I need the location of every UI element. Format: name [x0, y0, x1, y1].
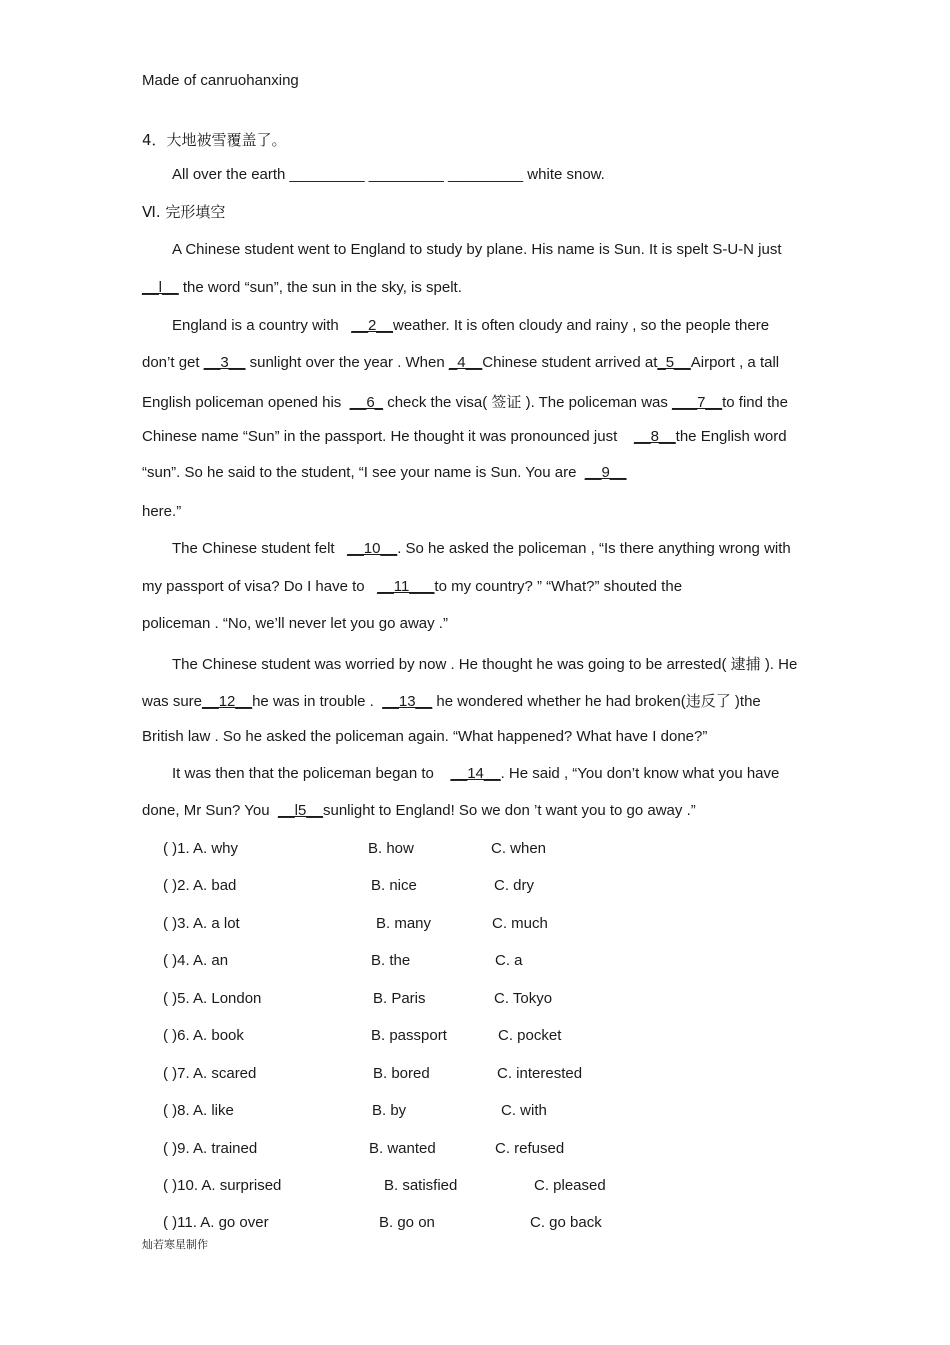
- option-row-8: ( )8. A. like B. by C. with: [163, 1102, 547, 1119]
- page-header: Made of canruohanxing: [142, 72, 299, 89]
- blank-12: __12__: [202, 693, 253, 710]
- passage-line: done, Mr Sun? You __l5__sunlight to England! So we don ’t want you to go away .”: [142, 802, 696, 819]
- passage-line: __l__ the word “sun”, the sun in the sky, is spelt.: [142, 279, 462, 296]
- option-row-1: ( )1. A. why B. how C. when: [163, 840, 547, 857]
- option-row-5: ( )5. A. London B. Paris C. Tokyo: [163, 990, 553, 1007]
- passage-line: don’t get __3__ sunlight over the year . When _4__Chinese student arrived at_5__Airport , a tall: [142, 354, 780, 371]
- blank-3: __3__: [203, 354, 246, 371]
- option-row-2: ( )2. A. bad B. nice C. dry: [163, 877, 535, 894]
- passage-line: The Chinese student was worried by now . He thought he was going to be arrested( 逮捕 ). He: [172, 656, 798, 673]
- blank-7: ___7__: [672, 394, 723, 411]
- option-row-10: ( )10. A. surprised B. satisfied C. pleased: [163, 1177, 606, 1194]
- blank-14: __14__: [450, 765, 501, 782]
- blank-15: __l5__: [277, 802, 323, 819]
- option-row-11: ( )11. A. go over B. go on C. go back: [163, 1214, 602, 1231]
- option-row-9: ( )9. A. trained B. wanted C. refused: [163, 1140, 565, 1157]
- passage-line: my passport of visa? Do I have to __11___to my country? ” “What?” shouted the: [142, 578, 683, 595]
- blank-5: _5__: [657, 354, 691, 371]
- passage-line: was sure__12__he was in trouble . __13__ he wondered whether he had broken(违反了 )the: [142, 693, 761, 710]
- passage-line: The Chinese student felt __10__. So he asked the policeman , “Is there anything wrong with: [172, 540, 791, 557]
- blank-6: __6_: [349, 394, 384, 411]
- blank-4: _4__: [448, 354, 483, 371]
- blank-11: __11___: [377, 578, 435, 595]
- passage-line: “sun”. So he said to the student, “I see your name is Sun. You are __9__: [142, 464, 627, 481]
- blank-2: __2__: [351, 317, 393, 334]
- blank-8: __8__: [633, 428, 676, 445]
- passage-line: Chinese name “Sun” in the passport. He thought it was pronounced just __8__the English word: [142, 428, 787, 445]
- option-row-4: ( )4. A. an B. the C. a: [163, 952, 523, 969]
- passage-line: English policeman opened his __6_ check the visa( 签证 ). The policeman was ___7__to find the: [142, 394, 788, 411]
- passage-line: A Chinese student went to England to study by plane. His name is Sun. It is spelt S-U-N just: [172, 241, 782, 258]
- option-row-7: ( )7. A. scared B. bored C. interested: [163, 1065, 583, 1082]
- section-title: Ⅵ. 完形填空: [142, 203, 226, 221]
- passage-line: British law . So he asked the policeman again. “What happened? What have I done?”: [142, 728, 708, 745]
- option-row-3: ( )3. A. a lot B. many C. much: [163, 915, 548, 932]
- passage-line: here.”: [142, 503, 182, 520]
- option-row-6: ( )6. A. book B. passport C. pocket: [163, 1027, 562, 1044]
- blank-1: __l__: [142, 279, 179, 296]
- passage-line: policeman . “No, we’ll never let you go away .”: [142, 615, 448, 632]
- blank-13: __13__: [382, 693, 433, 710]
- question-4-prompt: 4．大地被雪覆盖了。: [142, 131, 287, 149]
- passage-line: England is a country with __2__weather. It is often cloudy and rainy , so the people there: [172, 317, 770, 334]
- blank-9: __9__: [584, 464, 627, 481]
- page-footer: 灿若寒星制作: [142, 1238, 208, 1251]
- blank-10: __10__: [347, 540, 398, 557]
- passage-line: It was then that the policeman began to __14__. He said , “You don’t know what you have: [172, 765, 780, 782]
- question-4-sentence: All over the earth _________ _________ _________ white snow.: [172, 166, 605, 183]
